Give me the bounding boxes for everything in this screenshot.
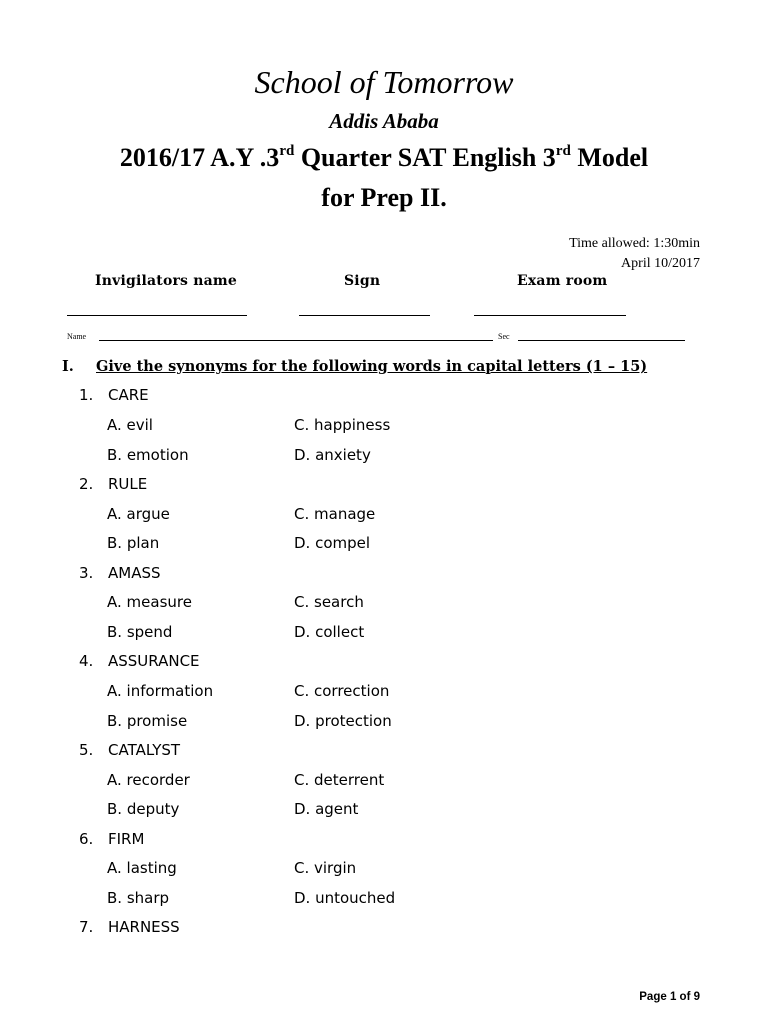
section-heading (62, 357, 647, 377)
option-b[interactable]: B. spend (107, 623, 173, 641)
option-c[interactable]: C. search (294, 593, 364, 611)
invigilator-name-label: Invigilators name (95, 273, 237, 289)
option-b[interactable]: B. promise (107, 712, 188, 730)
question-4: 4. ASSURANCE (79, 652, 200, 670)
option-c[interactable]: C. deterrent (294, 771, 385, 789)
question-word: CATALYST (108, 741, 181, 759)
option-b[interactable]: B. plan (107, 534, 160, 552)
question-5: 5. CATALYST (79, 741, 181, 759)
option-d[interactable]: D. collect (294, 623, 365, 641)
option-a[interactable]: A. evil (107, 416, 153, 434)
option-a[interactable]: A. information (107, 682, 214, 700)
exam-room-label: Exam room (517, 273, 608, 289)
option-c[interactable]: C. correction (294, 682, 390, 700)
option-b[interactable]: B. deputy (107, 800, 180, 818)
exam-title-line1: 2016/17 A.Y .3rd Quarter SAT English 3rd Model (119, 143, 649, 172)
question-word: AMASS (108, 564, 161, 582)
option-a[interactable]: A. lasting (107, 859, 177, 877)
question-word: FIRM (108, 830, 145, 848)
option-c[interactable]: C. happiness (294, 416, 391, 434)
sign-label: Sign (344, 273, 381, 289)
page-number: Page 1 of 9 (639, 991, 700, 1003)
student-name-label: Name (67, 332, 87, 341)
option-a[interactable]: A. argue (107, 505, 170, 523)
section-number: I. (62, 358, 74, 375)
option-a[interactable]: A. measure (107, 593, 192, 611)
invigilator-name-field[interactable] (67, 315, 247, 316)
question-word: RULE (108, 475, 148, 493)
option-c[interactable]: C. manage (294, 505, 376, 523)
student-sec-label: Sec (498, 332, 510, 341)
question-word: CARE (108, 386, 149, 404)
time-allowed: Time allowed: 1:30min (569, 236, 700, 251)
option-d[interactable]: D. protection (294, 712, 392, 730)
option-c[interactable]: C. virgin (294, 859, 357, 877)
question-7: 7. HARNESS (79, 918, 180, 936)
option-b[interactable]: B. sharp (107, 889, 170, 907)
exam-title-line2: for Prep II. (321, 183, 447, 212)
option-b[interactable]: B. emotion (107, 446, 189, 464)
question-6: 6. FIRM (79, 830, 145, 848)
question-word: ASSURANCE (108, 652, 200, 670)
exam-room-field[interactable] (474, 315, 626, 316)
option-d[interactable]: D. agent (294, 800, 359, 818)
option-d[interactable]: D. anxiety (294, 446, 371, 464)
section-instruction: Give the synonyms for the following words in capital letters (1 – 15) (96, 358, 648, 375)
school-city: Addis Ababa (329, 109, 439, 133)
option-a[interactable]: A. recorder (107, 771, 190, 789)
exam-title (60, 138, 708, 218)
question-word: HARNESS (108, 918, 180, 936)
student-name-field[interactable] (99, 340, 493, 341)
student-sec-field[interactable] (518, 340, 685, 341)
question-1: 1. CARE (79, 386, 149, 404)
option-d[interactable]: D. compel (294, 534, 371, 552)
school-name: School of Tomorrow (254, 64, 514, 100)
sign-field[interactable] (299, 315, 430, 316)
option-d[interactable]: D. untouched (294, 889, 396, 907)
question-2: 2. RULE (79, 475, 148, 493)
exam-date: April 10/2017 (621, 256, 700, 271)
question-3: 3. AMASS (79, 564, 161, 582)
